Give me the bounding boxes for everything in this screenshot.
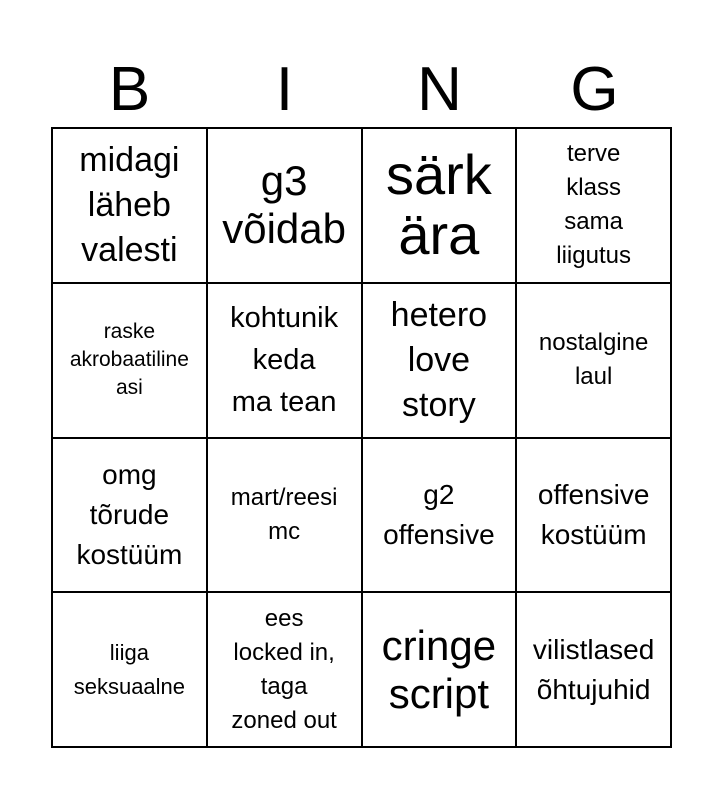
header-letter-i: I (275, 55, 294, 124)
cell-text: cringe script (381, 621, 497, 717)
cell-text: vilistlased õhtujuhid (532, 633, 655, 705)
cell-text: mart/reesi mc (230, 483, 338, 545)
cell-text: raske akrobaatiline asi (69, 320, 189, 400)
bingo-cell[interactable] (362, 592, 517, 747)
cell-text: offensive kostüüm (537, 478, 650, 550)
header-letter-b: B (108, 55, 151, 124)
bingo-cell[interactable] (207, 283, 362, 438)
bingo-cell[interactable] (362, 438, 517, 593)
bingo-cell[interactable] (516, 128, 671, 283)
bingo-cell[interactable] (207, 592, 362, 747)
bingo-cell[interactable] (516, 283, 671, 438)
cell-text: midagi läheb valesti (79, 140, 180, 269)
cell-text: g2 offensive (383, 478, 495, 550)
cell-text: ees locked in, taga zoned out (231, 604, 337, 734)
bingo-cell[interactable] (207, 128, 362, 283)
bingo-cell[interactable] (362, 283, 517, 438)
cell-text: omg tõrude kostüüm (76, 458, 183, 570)
bingo-cell[interactable] (52, 283, 207, 438)
bingo-cell[interactable] (52, 592, 207, 747)
bingo-cell[interactable] (516, 592, 671, 747)
cell-text: g3 võidab (222, 157, 346, 253)
bingo-cell[interactable] (52, 128, 207, 283)
cell-text: hetero love story (390, 295, 488, 424)
bingo-cell[interactable] (362, 128, 517, 283)
bingo-cell[interactable] (207, 438, 362, 593)
bingo-cell[interactable] (516, 438, 671, 593)
bingo-cell[interactable] (52, 438, 207, 593)
header-letter-n: N (417, 55, 462, 124)
cell-text: terve klass sama liigutus (556, 140, 631, 270)
cell-text: nostalgine laul (538, 329, 649, 391)
cell-text: särk ära (385, 143, 492, 267)
bingo-header (52, 52, 672, 128)
bingo-grid (51, 127, 672, 748)
cell-text: liiga seksuaalne (73, 639, 186, 699)
cell-text: kohtunik keda ma tean (230, 302, 339, 419)
header-letter-g: G (570, 55, 619, 124)
